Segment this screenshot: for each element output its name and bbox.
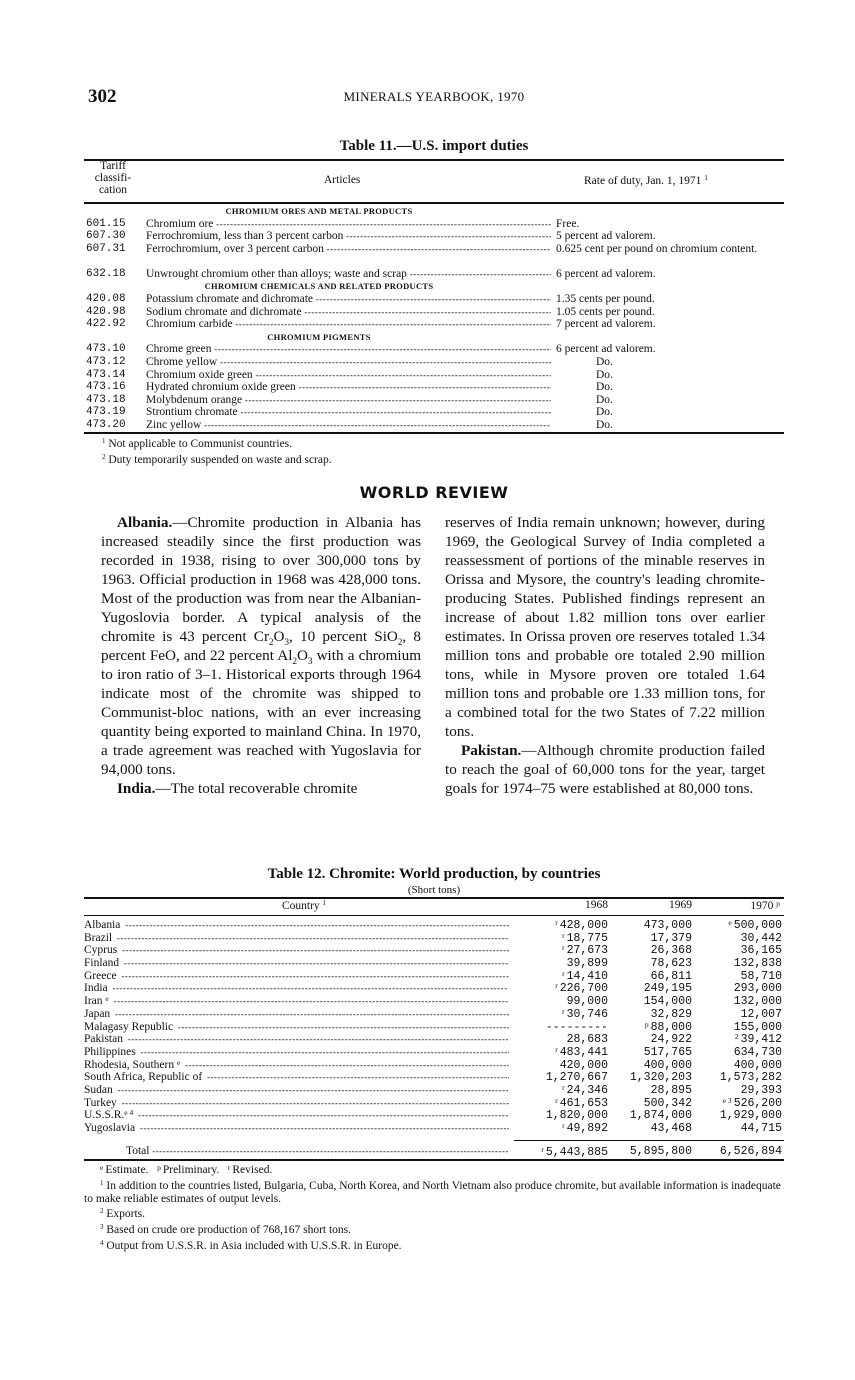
table-row: U.S.S.R.$^{e 4}$ ----- 1,820,000 1,874,000 1,929,000	[84, 1107, 784, 1120]
table-12-subtitle: (Short tons)	[407, 884, 461, 896]
table-row: Cyprus ----- $^r$ 27,673 26,368 36,165	[84, 942, 784, 955]
table-11-body	[84, 205, 784, 432]
header-tariff-classification: Tariff classifi- cation	[94, 160, 132, 196]
table-11-header	[84, 160, 784, 202]
header-rate-of-duty: Rate of duty, Jan. 1, 1971 $^1$	[584, 174, 708, 187]
table-11-bottom-rule	[84, 432, 784, 434]
footnote-legend: $^e$ Estimate. $^p$ Preliminary. $^r$ Revised.	[100, 1163, 273, 1176]
table-row: 632.18 Unwrought chromium other than alloys; waste and scrap ----- 6 percent ad valorem.	[84, 268, 784, 281]
header-1970: 1970 $^p$	[750, 899, 780, 912]
paragraph-pakistan: Pakistan.—Although chromite production failed to reach the goal of 60,000 tons for the year, target goals for 1974–75 were established at 80,000 tons.	[445, 742, 765, 797]
table-row: 473.20 Zinc yellow ----- Do.	[84, 419, 784, 432]
left-column	[101, 513, 421, 798]
table-row: 422.92 Chromium carbide ----- 7 percent ad valorem.	[84, 318, 784, 331]
table-row: Japan ----- $^r$ 30,746 32,829 12,007	[84, 1006, 784, 1019]
table-11-header-rule	[84, 202, 784, 204]
running-head	[84, 86, 784, 108]
table-12-header-rule	[84, 915, 784, 916]
table-row: 473.16 Hydrated chromium oxide green ----- Do.	[84, 381, 784, 394]
table-11-footnotes	[84, 435, 784, 467]
table-row: 601.15 Chromium ore ----- Free.	[84, 218, 784, 231]
footnote: $^3$ Based on crude ore production of 768,167 short tons.	[100, 1223, 352, 1237]
table-row: Greece ----- $^r$ 14,410 66,811 58,710	[84, 968, 784, 981]
table-row: Finland ----- 39,899 78,623 132,838	[84, 955, 784, 968]
table-12-title: Table 12. Chromite: World production, by countries	[267, 866, 601, 882]
table-row: Philippines ----- $^r$ 483,441 517,765 634,730	[84, 1044, 784, 1057]
footnote: $^2$ Duty temporarily suspended on waste and scrap.	[102, 453, 332, 466]
total-row: Total ----- $^r$ 5,443,885 5,895,800 6,526,894	[84, 1145, 784, 1159]
table-row: Turkey ----- $^r$ 461,653 500,342 $^{e 3}$ 526,200	[84, 1095, 784, 1108]
table-row: 473.10 Chrome green ----- 6 percent ad valorem.	[84, 343, 784, 356]
footnote: $^4$ Output from U.S.S.R. in Asia included with U.S.S.R. in Europe.	[100, 1238, 402, 1252]
table-row: 607.31 Ferrochromium, over 3 percent carbon ----- 0.625 cent per pound on chromium content.	[84, 243, 784, 268]
table-row: 473.19 Strontium chromate ----- Do.	[84, 406, 784, 419]
running-title: MINERALS YEARBOOK, 1970	[343, 89, 525, 104]
table-row: 473.12 Chrome yellow ----- Do.	[84, 356, 784, 369]
section-heading: CHROMIUM PIGMENTS	[267, 331, 371, 342]
table-row: 420.08 Potassium chromate and dichromate ----- 1.35 cents per pound.	[84, 293, 784, 306]
header-country: Country $^1$	[281, 899, 327, 912]
table-row: Albania ----- $^r$ 428,000 473,000 $^e$ 500,000	[84, 917, 784, 930]
header-articles: Articles	[324, 174, 361, 186]
total-rule	[514, 1140, 784, 1141]
footnote: $^1$ In addition to the countries listed, Bulgaria, Cuba, North Korea, and North Vietnam also produce chromite, but available information is inadequate to make reliable estimates of output levels.	[84, 1178, 781, 1205]
table-row: 420.98 Sodium chromate and dichromate ----- 1.05 cents per pound.	[84, 306, 784, 319]
table-12-bottom-rule	[84, 1159, 784, 1161]
table-12-body	[84, 917, 784, 1133]
table-row: Yugoslavia ----- $^r$ 49,892 43,468 44,715	[84, 1120, 784, 1133]
table-row: Malagasy Republic ----- --------- $^p$ 88,000 155,000	[84, 1019, 784, 1032]
world-review-heading: WORLD REVIEW	[359, 483, 509, 502]
table-11-title: Table 11.—U.S. import duties	[339, 138, 529, 154]
paragraph-india-start: India.—The total recoverable chromite	[117, 780, 358, 797]
table-row: Brazil ----- $^r$ 18,775 17,379 30,442	[84, 930, 784, 943]
section-heading: CHROMIUM ORES AND METAL PRODUCTS	[225, 206, 413, 216]
table-row: Rhodesia, Southern $^e$ ----- 420,000 400,000 400,000	[84, 1057, 784, 1070]
table-12-header	[84, 899, 784, 915]
header-1968: 1968	[585, 899, 608, 911]
table-row: Sudan ----- $^r$ 24,346 28,895 29,393	[84, 1082, 784, 1095]
table-row: South Africa, Republic of ----- 1,270,667 1,320,203 1,573,282	[84, 1069, 784, 1082]
paragraph-albania: Albania.—Chromite production in Albania has increased steadily since the first production was recorded in 1938, rising to over 300,000 tons by 1963. Official production in 1968 was 428,000 tons. Most of the production was from near the Albanian-Yugoslovia border. A typical analysis of the chromite is 43 percent $Cr_2O_3$, 10 percent SiO$_2$, 8 percent FeO, and 22 percent $Al_2O_3$ with a chromium to iron ratio of 3–1. Historical exports through 1964 indicate most of the chromite was shipped to Communist-bloc nations, with an ever increasing quantity being exported to mainland China. In 1970, a trade agreement was reached with Yugoslavia for 94,000 tons.	[101, 514, 422, 778]
table-row: 473.18 Molybdenum orange ----- Do.	[84, 394, 784, 407]
table-row: 473.14 Chromium oxide green ----- Do.	[84, 369, 784, 382]
footnote: $^1$ Not applicable to Communist countries.	[102, 437, 293, 450]
paragraph-india-continued: reserves of India remain unknown; however, during 1969, the Geological Survey of India completed a reassessment of portions of the minable reserves in Orissa and Mysore, the country's leading chromite-producing States. Published findings represent an increase of about 1.82 million tons over earlier estimates. In Orissa proven ore reserves totaled 1.34 million tons and probable ore totaled 2.90 million tons, while in Mysore proven ore totaled 1.64 million tons and probable ore 1.33 million tons, for a combined total for the two States of 7.22 million tons.	[445, 514, 765, 740]
page-number: 302	[88, 86, 117, 107]
table-row: Pakistan ----- 28,683 24,922 $^2$ 39,412	[84, 1031, 784, 1044]
header-1969: 1969	[669, 899, 692, 911]
table-row: 607.30 Ferrochromium, less than 3 percent carbon ----- 5 percent ad valorem.	[84, 230, 784, 243]
table-row: India ----- $^r$ 226,700 249,195 293,000	[84, 980, 784, 993]
section-heading: CHROMIUM CHEMICALS AND RELATED PRODUCTS	[204, 281, 434, 292]
table-12-footnotes	[84, 1162, 784, 1253]
right-column	[445, 513, 765, 798]
table-row: Iran $^e$ ----- 99,000 154,000 132,000	[84, 993, 784, 1006]
footnote: $^2$ Exports.	[100, 1207, 146, 1221]
